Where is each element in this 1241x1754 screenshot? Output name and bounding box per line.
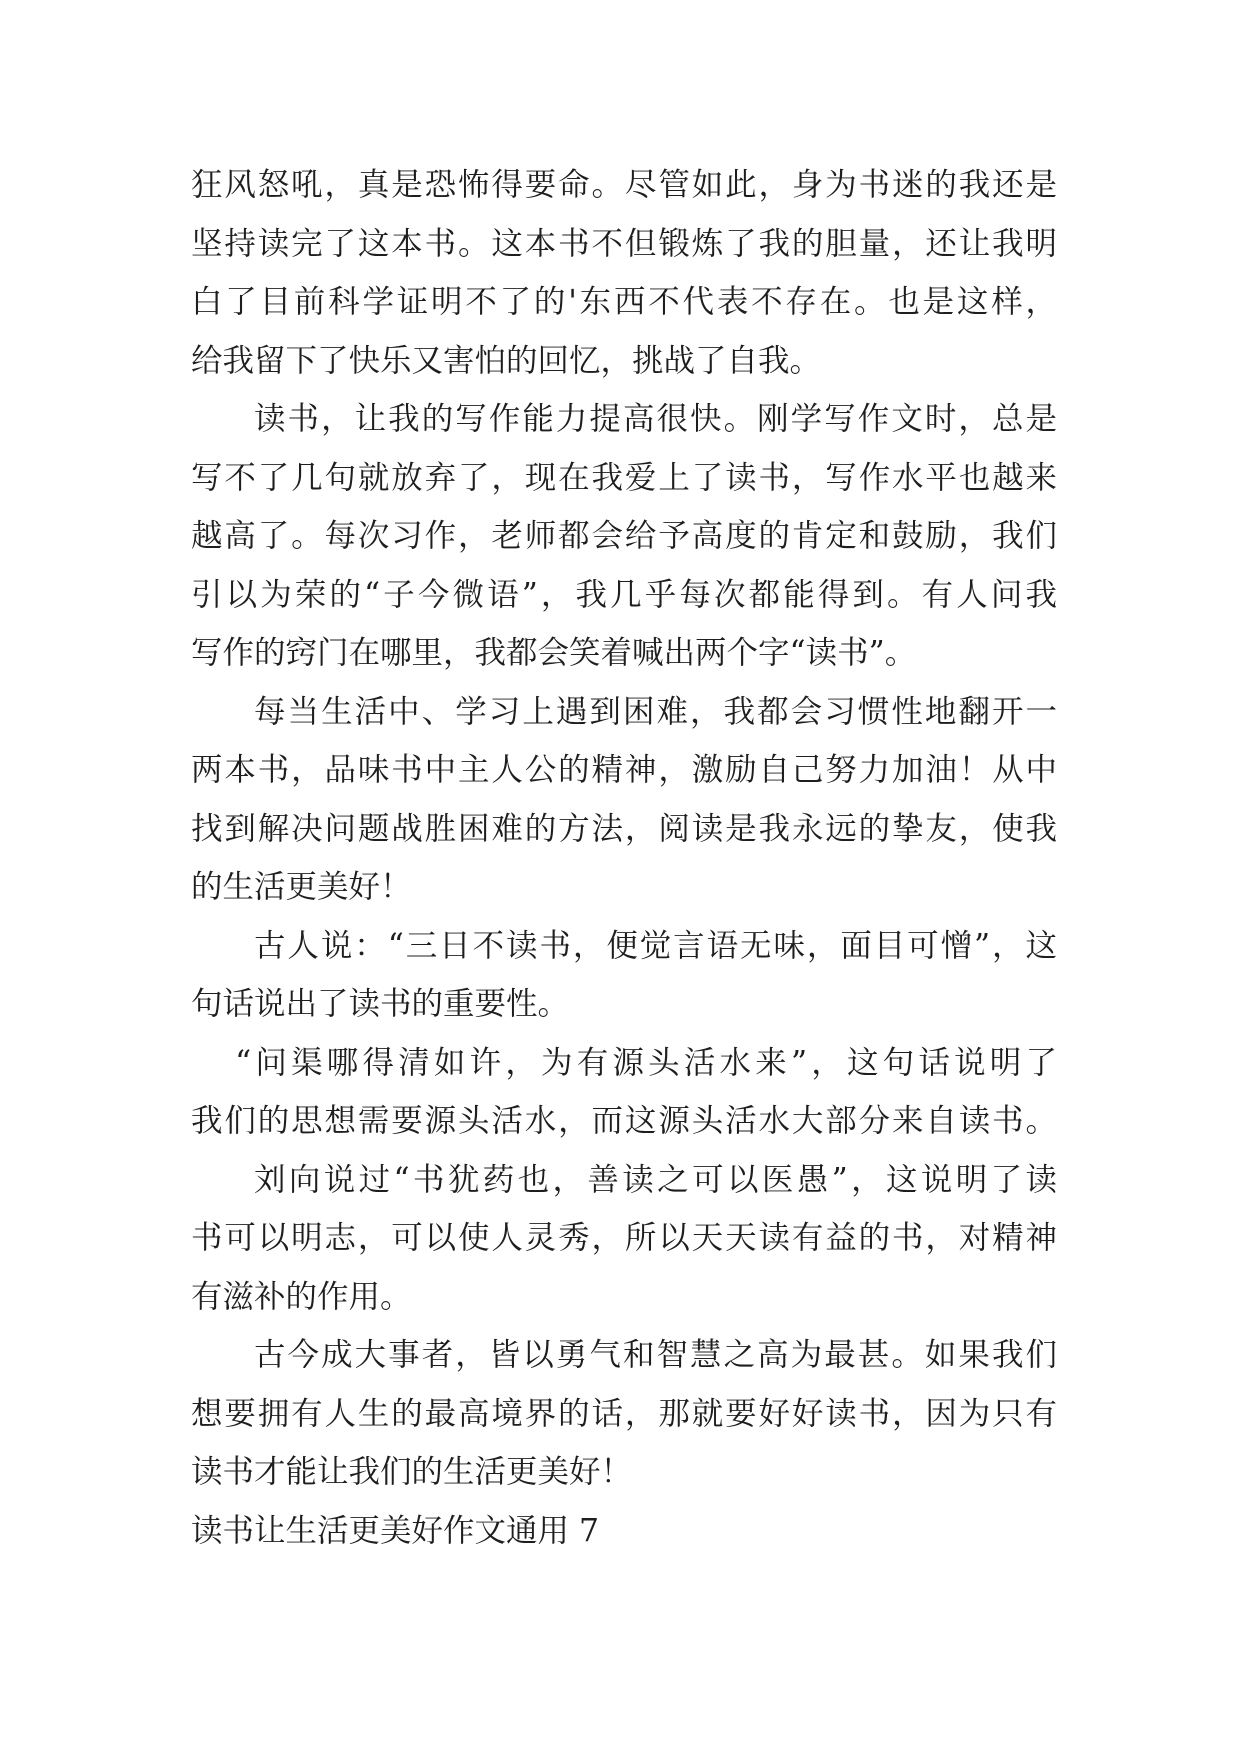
text-line: 坚持读完了这本书。这本书不但锻炼了我的胆量，还让我明 [191, 225, 1057, 262]
document-body [191, 156, 1057, 1560]
text-line: 写不了几句就放弃了，现在我爱上了读书，写作水平也越来 [191, 459, 1057, 496]
text-line: 引以为荣的“子今微语”，我几乎每次都能得到。有人问我 [191, 576, 1057, 613]
text-line: 句话说出了读书的重要性。 [191, 986, 570, 1022]
text-line: 想要拥有人生的最高境界的话，那就要好好读书，因为只有 [191, 1395, 1057, 1432]
text-line: 读书才能让我们的生活更美好！ [191, 1454, 633, 1490]
paragraph [191, 1151, 1057, 1327]
paragraph [191, 156, 1057, 390]
text-line: 古今成大事者，皆以勇气和智慧之高为最甚。如果我们 [254, 1337, 1057, 1373]
text-line: 每当生活中、学习上遇到困难，我都会习惯性地翻开一 [254, 693, 1057, 730]
text-line: 给我留下了快乐又害怕的回忆，挑战了自我。 [191, 342, 822, 379]
text-line: 我们的思想需要源头活水，而这源头活水大部分来自读书。 [191, 1103, 1057, 1139]
text-line: 的生活更美好！ [191, 869, 412, 905]
text-line: 写作的窍门在哪里，我都会笑着喊出两个字“读书”。 [191, 635, 917, 671]
section-heading: 读书让生活更美好作文通用 7 [191, 1512, 600, 1549]
text-line: “问渠哪得清如许，为有源头活水来”，这句话说明了 [235, 1044, 1057, 1081]
paragraph [191, 683, 1057, 917]
text-line: 找到解决问题战胜困难的方法，阅读是我永远的挚友，使我 [191, 810, 1057, 847]
paragraph [191, 1034, 1057, 1151]
paragraph [191, 1326, 1057, 1502]
text-line: 古人说：“三日不读书，便觉言语无味，面目可憎”，这 [254, 927, 1057, 964]
text-line: 越高了。每次习作，老师都会给予高度的肯定和鼓励，我们 [191, 518, 1057, 554]
text-line: 有滋补的作用。 [191, 1278, 412, 1315]
text-line: 书可以明志，可以使人灵秀，所以天天读有益的书，对精神 [191, 1220, 1057, 1256]
text-line: 白了目前科学证明不了的'东西不代表不存在。也是这样， [191, 284, 1057, 320]
text-line: 两本书，品味书中主人公的精神，激励自己努力加油！从中 [191, 752, 1057, 788]
paragraph [191, 390, 1057, 683]
text-line: 读书，让我的写作能力提高很快。刚学写作文时，总是 [254, 401, 1057, 437]
text-line: 刘向说过“书犹药也，善读之可以医愚”，这说明了读 [254, 1161, 1057, 1198]
paragraph [191, 917, 1057, 1034]
text-line: 狂风怒吼，真是恐怖得要命。尽管如此，身为书迷的我还是 [191, 167, 1057, 203]
